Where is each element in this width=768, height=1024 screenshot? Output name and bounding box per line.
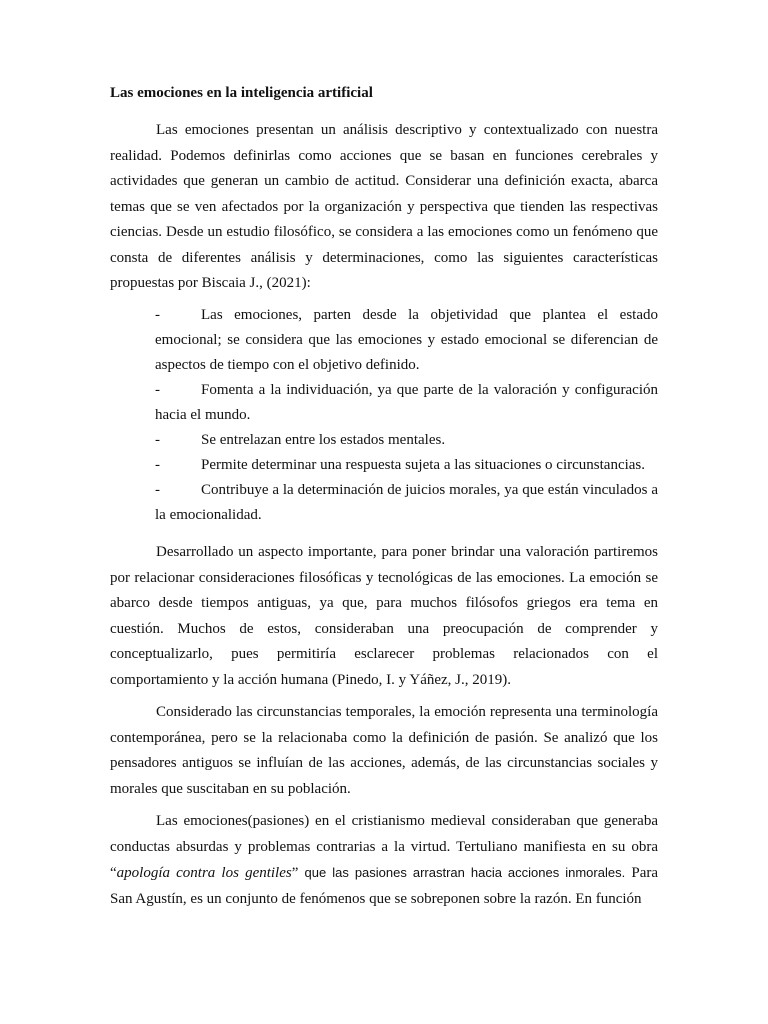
work-title-italic: apología contra los gentiles xyxy=(116,865,292,881)
paragraph-medieval-text-2: Para San Agustín, es un conjunto de fenómenos que se sobreponen sobre la razón. En función xyxy=(110,865,659,907)
list-item-text: Las emociones, parten desde la objetividad que plantea el estado emocional; se considera que las emociones y estado emocional se diferencian de aspectos de tiempo con el objetivo definido. xyxy=(155,307,658,373)
paragraph-medieval xyxy=(110,809,658,912)
list-item-text: Permite determinar una respuesta sujeta a las situaciones o circunstancias. xyxy=(201,457,646,473)
list-item-text: Se entrelazan entre los estados mentales. xyxy=(201,432,446,448)
paragraph-temporal: Considerado las circunstancias temporales, la emoción representa una terminología contemporánea, pero se la relacionaba como la definición de pasión. Se analizó que los pensadores antiguos se influían de las acciones, además, de las circunstancias sociales y morales que suscitaban en su población. xyxy=(110,704,658,797)
paragraph-medieval-quote-close: ” xyxy=(291,865,305,881)
list-item-text: Contribuye a la determinación de juicios morales, ya que están vinculados a la emocionalidad. xyxy=(155,482,658,523)
paragraph-intro: Las emociones presentan un análisis descriptivo y contextualizado con nuestra realidad. Podemos definirlas como acciones que se basan en funciones cerebrales y actividades que generan un cambio de actitud. Considerar una definición exacta, abarca temas que se ven afectados por la organización y perspectiva que tienden las respectivas ciencias. Desde un estudio filosófico, se considera a las emociones como un fenómeno que consta de diferentes análisis y determinaciones, como las siguientes características propuestas por Biscaia J., (2021): xyxy=(110,122,658,291)
paragraph-medieval-sans-text: que las pasiones arrastran hacia acciones inmorales. xyxy=(304,865,626,880)
list-item xyxy=(155,378,658,428)
paragraph-philosophy: Desarrollado un aspecto importante, para poner brindar una valoración partiremos por relacionar consideraciones filosóficas y tecnológicas de las emociones. La emoción se abarco desde tiempos antiguas, ya que, para muchos filósofos griegos era tema en cuestión. Muchos de estos, consideraban una preocupación de comprender y conceptualizarlo, pues permitiría esclarecer problemas relacionados con el comportamiento y la acción humana (Pinedo, I. y Yáñez, J., 2019). xyxy=(110,544,658,688)
list-item xyxy=(155,303,658,378)
list-item xyxy=(155,428,658,453)
list-item-text: Fomenta a la individuación, ya que parte de la valoración y configuración hacia el mundo. xyxy=(155,382,658,423)
list-marker: - xyxy=(155,482,160,498)
characteristics-list xyxy=(155,303,658,528)
list-item xyxy=(155,478,658,528)
list-marker: - xyxy=(155,307,160,323)
list-marker: - xyxy=(155,432,160,448)
list-marker: - xyxy=(155,382,160,398)
paragraph-medieval-text-1: Las emociones(pasiones) en el cristianismo medieval consideraban que generaba conductas absurdas y problemas contrarias a la virtud. Tertuliano manifiesta en su obra “ xyxy=(110,813,658,881)
list-item xyxy=(155,453,658,478)
list-marker: - xyxy=(155,457,160,473)
document-title: Las emociones en la inteligencia artificial xyxy=(110,85,373,101)
